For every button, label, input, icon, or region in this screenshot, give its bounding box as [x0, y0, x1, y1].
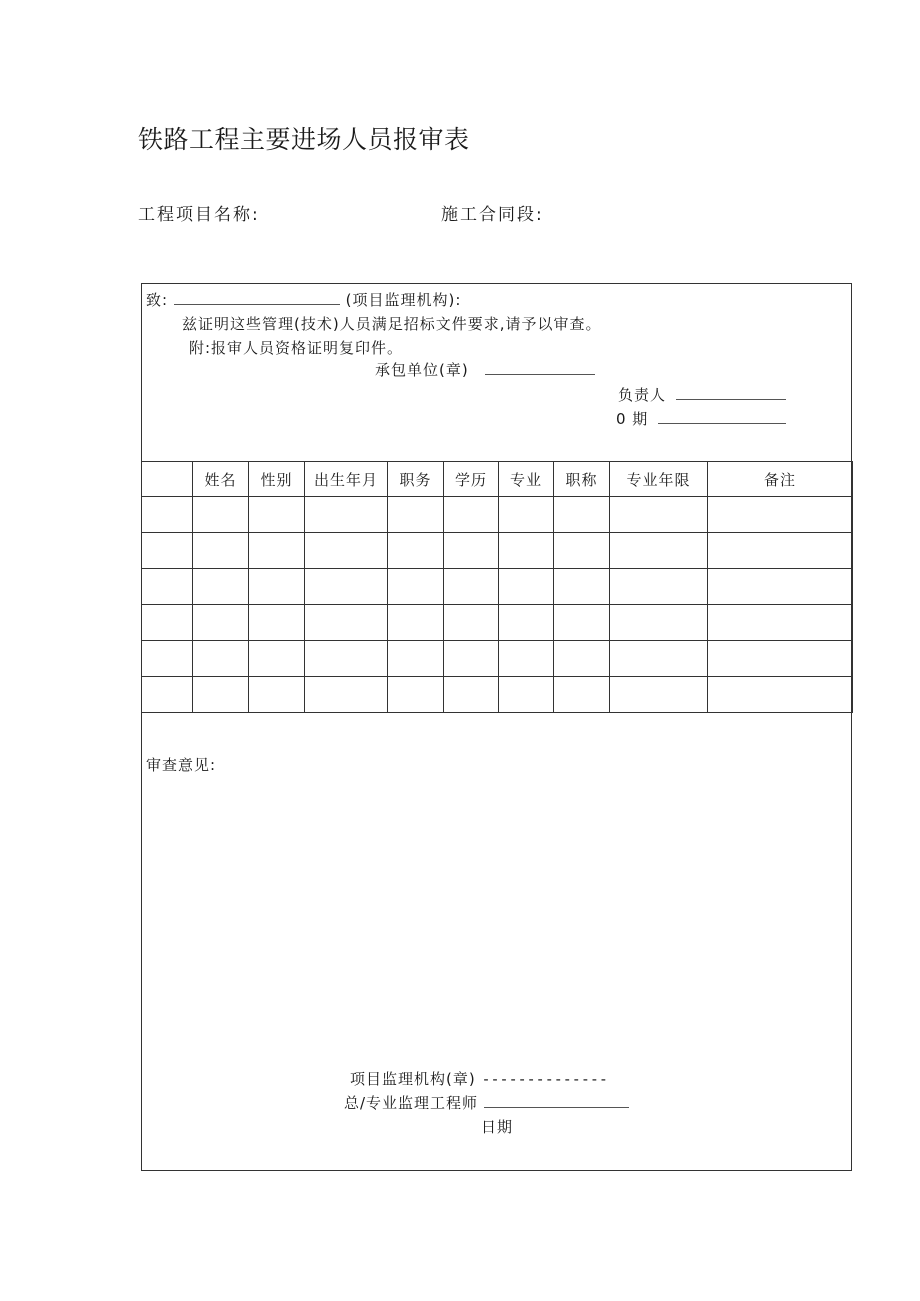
table-cell[interactable] [249, 605, 305, 641]
review-opinion-label: 审查意见: [146, 756, 217, 774]
table-cell[interactable] [499, 641, 554, 677]
table-row [142, 569, 853, 605]
table-cell[interactable] [305, 533, 388, 569]
to-label: 致: [146, 291, 169, 309]
table-cell[interactable] [708, 605, 853, 641]
engineer-label: 总/专业监理工程师 [344, 1094, 479, 1112]
table-cell[interactable] [388, 677, 444, 713]
table-cell[interactable] [499, 533, 554, 569]
engineer-blank[interactable] [484, 1093, 629, 1108]
col-major: 专业 [499, 462, 554, 497]
engineer-line [344, 1092, 629, 1113]
table-cell[interactable] [305, 677, 388, 713]
table-row [142, 605, 853, 641]
table-cell[interactable] [193, 533, 249, 569]
col-index [142, 462, 193, 497]
table-cell[interactable] [249, 569, 305, 605]
org-seal-line [350, 1068, 608, 1089]
supervisor-org-suffix: (项目监理机构): [345, 291, 462, 309]
review-section [142, 714, 851, 1170]
attachment-text: 附:报审人员资格证明复印件。 [189, 339, 404, 357]
table-cell[interactable] [444, 677, 499, 713]
col-years: 专业年限 [610, 462, 708, 497]
table-cell[interactable] [499, 677, 554, 713]
org-seal-dashes: -------------- [481, 1070, 608, 1088]
statement-text: 兹证明这些管理(技术)人员满足招标文件要求,请予以审查。 [182, 315, 602, 333]
form-header [142, 284, 851, 461]
table-cell[interactable] [444, 605, 499, 641]
page-title: 铁路工程主要进场人员报审表 [138, 125, 470, 154]
org-seal-label: 项目监理机构(章) [350, 1070, 476, 1088]
table-row [142, 497, 853, 533]
table-cell[interactable] [499, 605, 554, 641]
responsible-line [618, 384, 786, 405]
contractor-blank[interactable] [485, 360, 595, 375]
table-row [142, 533, 853, 569]
table-cell[interactable] [249, 497, 305, 533]
table-cell[interactable] [554, 677, 610, 713]
table-cell[interactable] [193, 497, 249, 533]
table-cell[interactable] [142, 497, 193, 533]
table-cell[interactable] [610, 569, 708, 605]
table-cell[interactable] [610, 533, 708, 569]
project-name-label: 工程项目名称: [138, 205, 260, 225]
col-education: 学历 [444, 462, 499, 497]
supervisor-org-blank[interactable] [174, 290, 340, 305]
table-cell[interactable] [554, 533, 610, 569]
table-cell[interactable] [249, 641, 305, 677]
col-gender: 性别 [249, 462, 305, 497]
table-cell[interactable] [305, 605, 388, 641]
table-cell[interactable] [554, 569, 610, 605]
table-row [142, 641, 853, 677]
table-cell[interactable] [708, 533, 853, 569]
table-cell[interactable] [444, 569, 499, 605]
table-cell[interactable] [388, 641, 444, 677]
table-cell[interactable] [554, 497, 610, 533]
table-cell[interactable] [610, 641, 708, 677]
table-cell[interactable] [249, 677, 305, 713]
header-date-line [616, 408, 786, 429]
table-cell[interactable] [610, 497, 708, 533]
table-cell[interactable] [305, 497, 388, 533]
table-row [142, 677, 853, 713]
col-title: 职称 [554, 462, 610, 497]
col-birth: 出生年月 [305, 462, 388, 497]
responsible-blank[interactable] [676, 385, 786, 400]
table-cell[interactable] [142, 569, 193, 605]
table-cell[interactable] [554, 605, 610, 641]
col-remarks: 备注 [708, 462, 853, 497]
contractor-line [375, 359, 595, 380]
table-cell[interactable] [554, 641, 610, 677]
table-cell[interactable] [708, 569, 853, 605]
table-cell[interactable] [388, 533, 444, 569]
responsible-label: 负责人 [618, 386, 667, 404]
table-cell[interactable] [193, 677, 249, 713]
table-cell[interactable] [388, 497, 444, 533]
header-date-label: 0 期 [616, 410, 649, 428]
table-cell[interactable] [499, 569, 554, 605]
review-date-label: 日期 [481, 1118, 514, 1136]
to-line [146, 289, 461, 310]
table-cell[interactable] [193, 641, 249, 677]
table-cell[interactable] [610, 605, 708, 641]
contract-section-label: 施工合同段: [441, 205, 544, 225]
table-cell[interactable] [708, 641, 853, 677]
table-cell[interactable] [249, 533, 305, 569]
contractor-label: 承包单位(章) [375, 361, 469, 379]
table-cell[interactable] [193, 605, 249, 641]
table-cell[interactable] [142, 641, 193, 677]
col-name: 姓名 [193, 462, 249, 497]
review-form [141, 283, 852, 1171]
table-cell[interactable] [708, 677, 853, 713]
table-cell[interactable] [142, 605, 193, 641]
col-position: 职务 [388, 462, 444, 497]
table-cell[interactable] [142, 533, 193, 569]
table-cell[interactable] [708, 497, 853, 533]
table-cell[interactable] [142, 677, 193, 713]
table-cell[interactable] [610, 677, 708, 713]
table-cell[interactable] [444, 497, 499, 533]
header-date-blank[interactable] [658, 409, 786, 424]
personnel-table [141, 461, 853, 713]
table-cell[interactable] [444, 641, 499, 677]
table-cell[interactable] [305, 641, 388, 677]
table-cell[interactable] [388, 605, 444, 641]
table-cell[interactable] [193, 569, 249, 605]
table-header-row [142, 462, 853, 497]
table-cell[interactable] [444, 533, 499, 569]
table-cell[interactable] [499, 497, 554, 533]
table-cell[interactable] [305, 569, 388, 605]
table-cell[interactable] [388, 569, 444, 605]
